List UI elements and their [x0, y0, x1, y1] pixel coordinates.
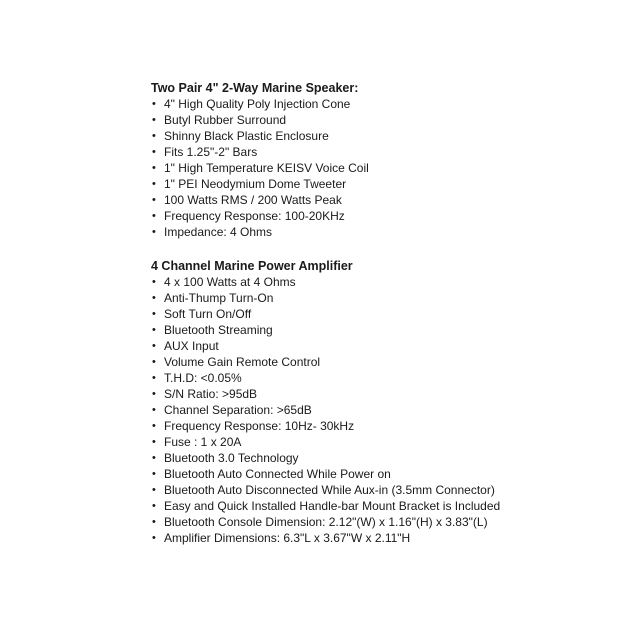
list-item-text: S/N Ratio: >95dB [164, 387, 258, 401]
list-item [151, 112, 621, 128]
speaker-spec-list [151, 96, 621, 240]
list-item-text: Channel Separation: >65dB [164, 403, 312, 417]
list-item [151, 96, 621, 112]
list-item [151, 402, 621, 418]
bullet-icon: • [152, 372, 156, 384]
bullet-icon: • [152, 436, 156, 448]
list-item-text: Frequency Response: 100-20KHz [164, 209, 345, 223]
list-item-text: Bluetooth Auto Connected While Power on [164, 467, 391, 481]
list-item [151, 338, 621, 354]
list-item [151, 354, 621, 370]
list-item [151, 530, 621, 546]
list-item [151, 208, 621, 224]
amplifier-section-title: 4 Channel Marine Power Amplifier [151, 259, 353, 273]
bullet-icon: • [152, 114, 156, 126]
bullet-icon: • [152, 516, 156, 528]
list-item [151, 498, 621, 514]
list-item-text: 1" High Temperature KEISV Voice Coil [164, 161, 369, 175]
bullet-icon: • [152, 356, 156, 368]
list-item-text: Butyl Rubber Surround [164, 113, 287, 127]
bullet-icon: • [152, 388, 156, 400]
list-item [151, 418, 621, 434]
list-item [151, 434, 621, 450]
list-item-text: Bluetooth Console Dimension: 2.12"(W) x 1.16"(H) x 3.83"(L) [164, 515, 488, 529]
bullet-icon: • [152, 98, 156, 110]
list-item-text: Frequency Response: 10Hz- 30kHz [164, 419, 355, 433]
list-item-text: Soft Turn On/Off [164, 307, 252, 321]
bullet-icon: • [152, 324, 156, 336]
bullet-icon: • [152, 130, 156, 142]
list-item-text: AUX Input [164, 339, 219, 353]
bullet-icon: • [152, 178, 156, 190]
bullet-icon: • [152, 500, 156, 512]
section-spacer [151, 240, 621, 258]
list-item-text: Anti-Thump Turn-On [164, 291, 274, 305]
bullet-icon: • [152, 452, 156, 464]
list-item-text: 4 x 100 Watts at 4 Ohms [164, 275, 296, 289]
list-item [151, 482, 621, 498]
list-item [151, 290, 621, 306]
amplifier-section [151, 258, 621, 546]
bullet-icon: • [152, 210, 156, 222]
bullet-icon: • [152, 292, 156, 304]
list-item-text: Volume Gain Remote Control [164, 355, 321, 369]
list-item [151, 370, 621, 386]
bullet-icon: • [152, 194, 156, 206]
bullet-icon: • [152, 468, 156, 480]
list-item-text: Impedance: 4 Ohms [164, 225, 273, 239]
list-item [151, 160, 621, 176]
bullet-icon: • [152, 146, 156, 158]
list-item [151, 128, 621, 144]
list-item [151, 192, 621, 208]
speaker-section [151, 80, 621, 240]
list-item-text: Shinny Black Plastic Enclosure [164, 129, 329, 143]
list-item-text: 100 Watts RMS / 200 Watts Peak [164, 193, 342, 207]
list-item-text: 4" High Quality Poly Injection Cone [164, 97, 351, 111]
list-item [151, 322, 621, 338]
spec-document [151, 80, 621, 546]
bullet-icon: • [152, 420, 156, 432]
list-item [151, 274, 621, 290]
list-item-text: Bluetooth Streaming [164, 323, 273, 337]
list-item-text: Easy and Quick Installed Handle-bar Mount Bracket is Included [164, 499, 501, 513]
list-item-text: Bluetooth Auto Disconnected While Aux-in (3.5mm Connector) [164, 483, 495, 497]
list-item [151, 450, 621, 466]
bullet-icon: • [152, 162, 156, 174]
amplifier-spec-list [151, 274, 621, 546]
speaker-section-title: Two Pair 4" 2-Way Marine Speaker: [151, 81, 359, 95]
list-item-text: T.H.D: <0.05% [164, 371, 242, 385]
bullet-icon: • [152, 340, 156, 352]
list-item-text: Amplifier Dimensions: 6.3"L x 3.67"W x 2.11"H [164, 531, 411, 545]
list-item [151, 306, 621, 322]
list-item [151, 176, 621, 192]
list-item [151, 386, 621, 402]
bullet-icon: • [152, 276, 156, 288]
list-item [151, 466, 621, 482]
list-item-text: Bluetooth 3.0 Technology [164, 451, 299, 465]
list-item-text: Fuse : 1 x 20A [164, 435, 242, 449]
list-item-text: 1" PEI Neodymium Dome Tweeter [164, 177, 347, 191]
bullet-icon: • [152, 308, 156, 320]
bullet-icon: • [152, 484, 156, 496]
bullet-icon: • [152, 226, 156, 238]
bullet-icon: • [152, 404, 156, 416]
list-item [151, 224, 621, 240]
list-item-text: Fits 1.25"-2" Bars [164, 145, 258, 159]
list-item [151, 514, 621, 530]
list-item [151, 144, 621, 160]
bullet-icon: • [152, 532, 156, 544]
